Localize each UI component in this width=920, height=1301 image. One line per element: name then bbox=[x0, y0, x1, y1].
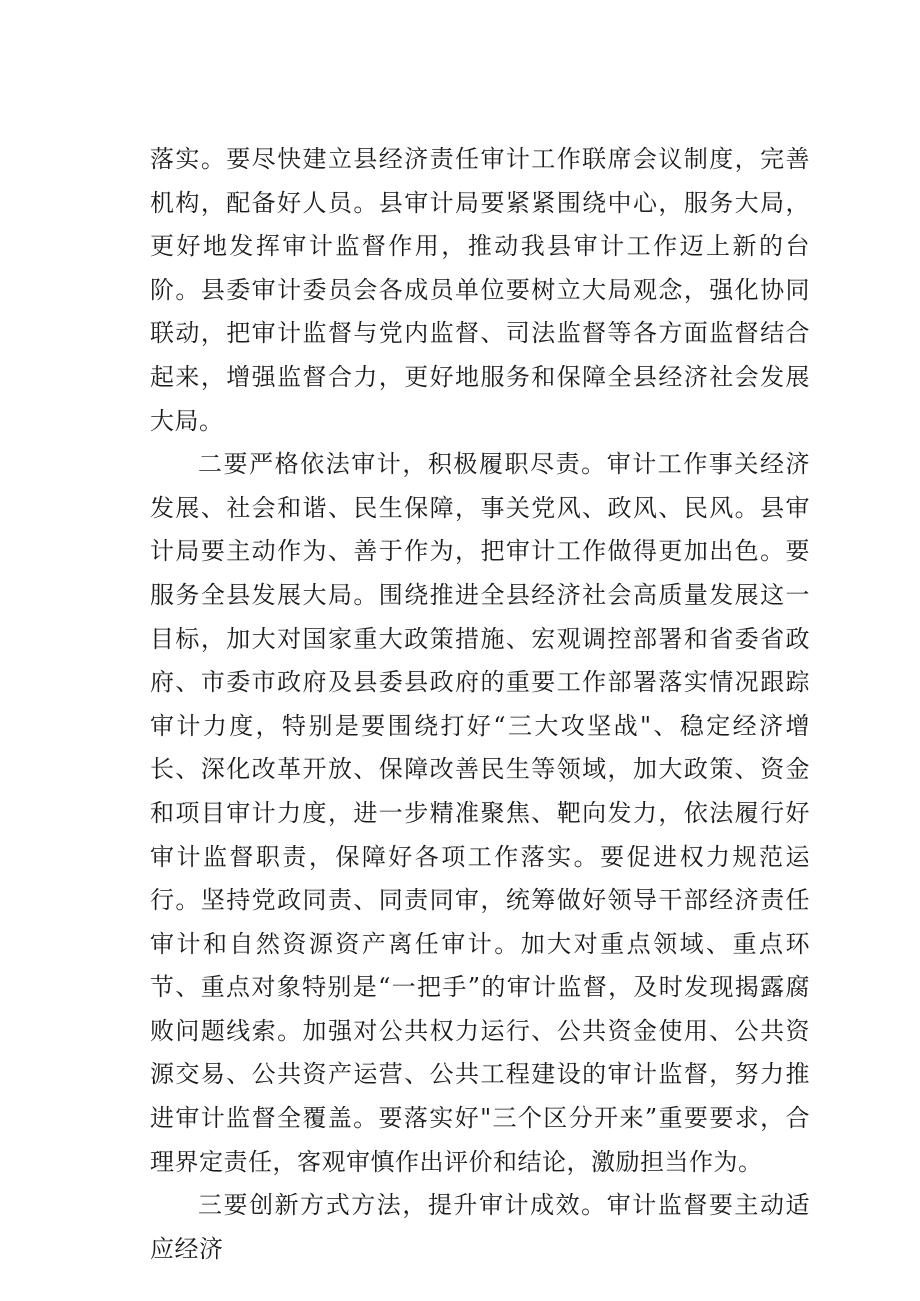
paragraph-2: 二要严格依法审计，积极履职尽责。审计工作事关经济发展、社会和谐、民生保障，事关党风、政风、民风。县审计局要主动作为、善于作为，把审计工作做得更加出色。要服务全县发展大局。围绕推进全县经济社会高质量发展这一目标，加大对国家重大政策措施、宏观调控部署和省委省政府、市委市政府及县委县政府的重要工作部署落实情况跟踪审计力度，特别是要围绕打好“三大攻坚战"、稳定经济增长、深化改革开放、保障改善民生等领域，加大政策、资金和项目审计力度，进一步精准聚焦、靶向发力，依法履行好审计监督职责，保障好各项工作落实。要促进权力规范运行。坚持党政同责、同责同审，统筹做好领导干部经济责任审计和自然资源资产离任审计。加大对重点领域、重点环节、重点对象特别是“一把手”的审计监督，及时发现揭露腐败问题线索。加强对公共权力运行、公共资金使用、公共资源交易、公共资产运营、公共工程建设的审计监督，努力推进审计监督全覆盖。要落实好"三个区分开来”重要要求，合理界定责任，客观审慎作出评价和结论，激励担当作为。 bbox=[150, 450, 810, 1176]
paragraph-1: 落实。要尽快建立县经济责任审计工作联席会议制度，完善机构，配备好人员。县审计局要紧紧围绕中心，服务大局，更好地发挥审计监督作用，推动我县审计工作迈上新的台阶。县委审计委员会各成员单位要树立大局观念，强化协同联动，把审计监督与党内监督、司法监督等各方面监督结合起来，增强监督合力，更好地服务和保障全县经济社会发展大局。 bbox=[150, 145, 810, 435]
document-body bbox=[150, 138, 810, 1271]
paragraph-3: 三要创新方式方法，提升审计成效。审计监督要主动适应经济 bbox=[150, 1191, 810, 1263]
